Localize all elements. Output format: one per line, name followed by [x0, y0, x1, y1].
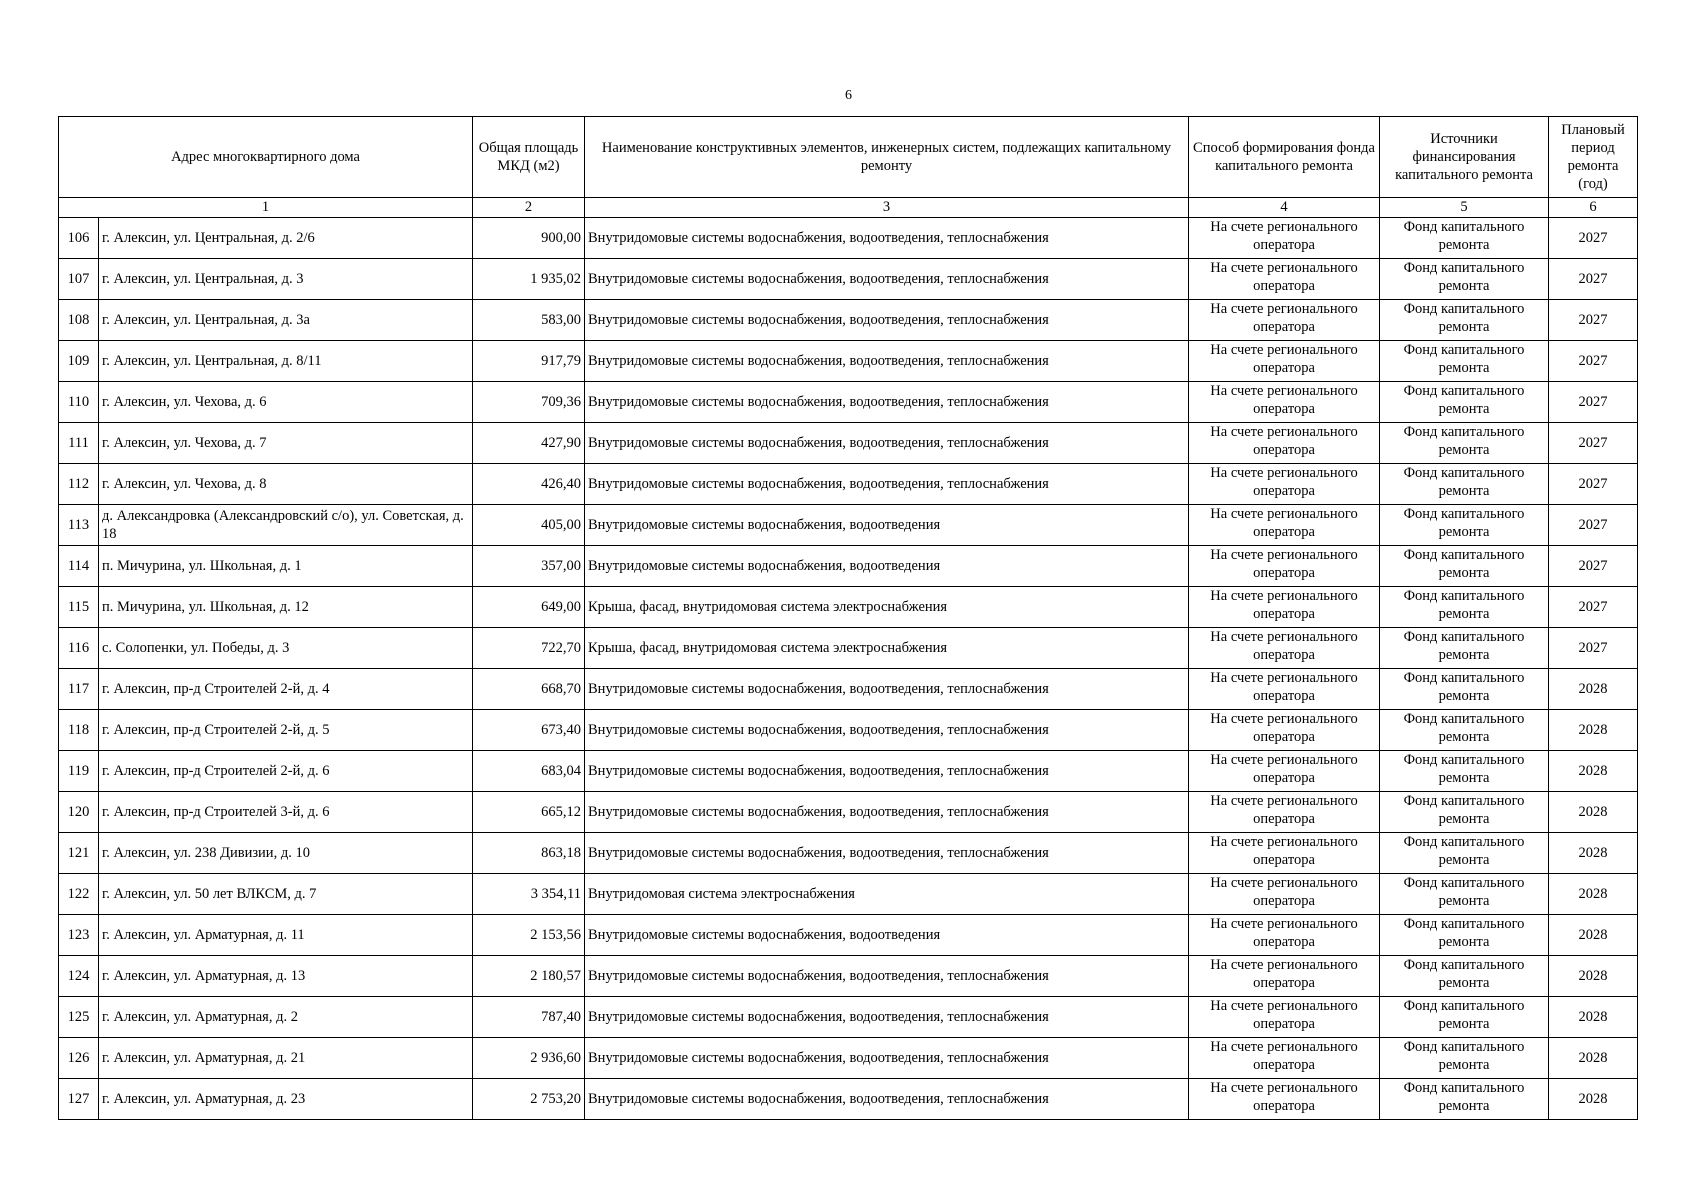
method-cell: На счете регионального оператора — [1189, 997, 1380, 1038]
elements-cell: Внутридомовые системы водоснабжения, водоотведения, теплоснабжения — [585, 997, 1189, 1038]
area-cell: 583,00 — [473, 300, 585, 341]
elements-cell: Внутридомовые системы водоснабжения, водоотведения, теплоснабжения — [585, 423, 1189, 464]
row-number-cell: 108 — [59, 300, 99, 341]
elements-cell: Внутридомовые системы водоснабжения, водоотведения, теплоснабжения — [585, 382, 1189, 423]
address-cell: д. Александровка (Александровский с/о), ул. Советская, д. 18 — [99, 505, 473, 546]
source-cell: Фонд капитального ремонта — [1380, 382, 1549, 423]
table-row — [59, 915, 1638, 956]
address-cell: г. Алексин, ул. Арматурная, д. 2 — [99, 997, 473, 1038]
row-number-cell: 112 — [59, 464, 99, 505]
area-cell: 3 354,11 — [473, 874, 585, 915]
row-number-cell: 119 — [59, 751, 99, 792]
address-cell: г. Алексин, ул. 238 Дивизии, д. 10 — [99, 833, 473, 874]
method-cell: На счете регионального оператора — [1189, 300, 1380, 341]
repair-plan-table — [58, 116, 1638, 1120]
year-cell: 2028 — [1549, 792, 1638, 833]
year-cell: 2027 — [1549, 382, 1638, 423]
table-header-row — [59, 117, 1638, 198]
source-cell: Фонд капитального ремонта — [1380, 915, 1549, 956]
source-cell: Фонд капитального ремонта — [1380, 341, 1549, 382]
year-cell: 2027 — [1549, 218, 1638, 259]
method-cell: На счете регионального оператора — [1189, 628, 1380, 669]
row-number-cell: 121 — [59, 833, 99, 874]
source-cell: Фонд капитального ремонта — [1380, 587, 1549, 628]
area-cell: 357,00 — [473, 546, 585, 587]
method-cell: На счете регионального оператора — [1189, 218, 1380, 259]
elements-cell: Внутридомовые системы водоснабжения, водоотведения, теплоснабжения — [585, 792, 1189, 833]
source-cell: Фонд капитального ремонта — [1380, 300, 1549, 341]
table-row — [59, 956, 1638, 997]
elements-cell: Внутридомовые системы водоснабжения, водоотведения, теплоснабжения — [585, 1079, 1189, 1120]
area-cell: 787,40 — [473, 997, 585, 1038]
method-cell: На счете регионального оператора — [1189, 833, 1380, 874]
area-cell: 2 753,20 — [473, 1079, 585, 1120]
year-cell: 2027 — [1549, 300, 1638, 341]
method-cell: На счете регионального оператора — [1189, 1038, 1380, 1079]
source-cell: Фонд капитального ремонта — [1380, 792, 1549, 833]
year-cell: 2027 — [1549, 546, 1638, 587]
address-cell: г. Алексин, ул. Чехова, д. 7 — [99, 423, 473, 464]
table-row — [59, 218, 1638, 259]
elements-cell: Крыша, фасад, внутридомовая система электроснабжения — [585, 587, 1189, 628]
area-cell: 863,18 — [473, 833, 585, 874]
row-number-cell: 110 — [59, 382, 99, 423]
year-cell: 2028 — [1549, 997, 1638, 1038]
header-elements: Наименование конструктивных элементов, инженерных систем, подлежащих капитальному ремонту — [585, 117, 1189, 198]
column-number: 1 — [59, 198, 473, 218]
row-number-cell: 123 — [59, 915, 99, 956]
table-row — [59, 341, 1638, 382]
method-cell: На счете регионального оператора — [1189, 546, 1380, 587]
address-cell: г. Алексин, пр-д Строителей 2-й, д. 4 — [99, 669, 473, 710]
row-number-cell: 120 — [59, 792, 99, 833]
source-cell: Фонд капитального ремонта — [1380, 1038, 1549, 1079]
address-cell: п. Мичурина, ул. Школьная, д. 12 — [99, 587, 473, 628]
row-number-cell: 126 — [59, 1038, 99, 1079]
row-number-cell: 111 — [59, 423, 99, 464]
method-cell: На счете регионального оператора — [1189, 382, 1380, 423]
area-cell: 665,12 — [473, 792, 585, 833]
row-number-cell: 107 — [59, 259, 99, 300]
header-method: Способ формирования фонда капитального ремонта — [1189, 117, 1380, 198]
method-cell: На счете регионального оператора — [1189, 956, 1380, 997]
header-period: Плановый период ремонта (год) — [1549, 117, 1638, 198]
area-cell: 2 153,56 — [473, 915, 585, 956]
area-cell: 2 936,60 — [473, 1038, 585, 1079]
elements-cell: Внутридомовые системы водоснабжения, водоотведения, теплоснабжения — [585, 259, 1189, 300]
year-cell: 2028 — [1549, 669, 1638, 710]
elements-cell: Крыша, фасад, внутридомовая система электроснабжения — [585, 628, 1189, 669]
area-cell: 426,40 — [473, 464, 585, 505]
source-cell: Фонд капитального ремонта — [1380, 1079, 1549, 1120]
address-cell: г. Алексин, ул. Арматурная, д. 23 — [99, 1079, 473, 1120]
address-cell: г. Алексин, ул. Чехова, д. 8 — [99, 464, 473, 505]
elements-cell: Внутридомовые системы водоснабжения, водоотведения — [585, 505, 1189, 546]
source-cell: Фонд капитального ремонта — [1380, 751, 1549, 792]
source-cell: Фонд капитального ремонта — [1380, 874, 1549, 915]
year-cell: 2027 — [1549, 259, 1638, 300]
row-number-cell: 127 — [59, 1079, 99, 1120]
table-row — [59, 505, 1638, 546]
address-cell: г. Алексин, пр-д Строителей 2-й, д. 5 — [99, 710, 473, 751]
address-cell: г. Алексин, ул. Арматурная, д. 13 — [99, 956, 473, 997]
source-cell: Фонд капитального ремонта — [1380, 259, 1549, 300]
column-number: 6 — [1549, 198, 1638, 218]
year-cell: 2028 — [1549, 1079, 1638, 1120]
year-cell: 2028 — [1549, 710, 1638, 751]
year-cell: 2027 — [1549, 505, 1638, 546]
table-body — [59, 218, 1638, 1120]
method-cell: На счете регионального оператора — [1189, 1079, 1380, 1120]
page-number: 6 — [845, 88, 852, 103]
elements-cell: Внутридомовые системы водоснабжения, водоотведения — [585, 546, 1189, 587]
elements-cell: Внутридомовые системы водоснабжения, водоотведения, теплоснабжения — [585, 956, 1189, 997]
address-cell: г. Алексин, пр-д Строителей 2-й, д. 6 — [99, 751, 473, 792]
column-number: 4 — [1189, 198, 1380, 218]
address-cell: г. Алексин, ул. 50 лет ВЛКСМ, д. 7 — [99, 874, 473, 915]
year-cell: 2028 — [1549, 956, 1638, 997]
source-cell: Фонд капитального ремонта — [1380, 423, 1549, 464]
elements-cell: Внутридомовая система электроснабжения — [585, 874, 1189, 915]
year-cell: 2027 — [1549, 628, 1638, 669]
elements-cell: Внутридомовые системы водоснабжения, водоотведения, теплоснабжения — [585, 341, 1189, 382]
method-cell: На счете регионального оператора — [1189, 874, 1380, 915]
method-cell: На счете регионального оператора — [1189, 751, 1380, 792]
address-cell: г. Алексин, ул. Арматурная, д. 11 — [99, 915, 473, 956]
elements-cell: Внутридомовые системы водоснабжения, водоотведения, теплоснабжения — [585, 751, 1189, 792]
table-row — [59, 833, 1638, 874]
column-number-row — [59, 198, 1638, 218]
source-cell: Фонд капитального ремонта — [1380, 546, 1549, 587]
address-cell: с. Солопенки, ул. Победы, д. 3 — [99, 628, 473, 669]
year-cell: 2028 — [1549, 833, 1638, 874]
table-row — [59, 382, 1638, 423]
header-source: Источники финансирования капитального ремонта — [1380, 117, 1549, 198]
column-number: 3 — [585, 198, 1189, 218]
area-cell: 709,36 — [473, 382, 585, 423]
source-cell: Фонд капитального ремонта — [1380, 464, 1549, 505]
column-number: 2 — [473, 198, 585, 218]
elements-cell: Внутридомовые системы водоснабжения, водоотведения, теплоснабжения — [585, 218, 1189, 259]
table-row — [59, 464, 1638, 505]
area-cell: 673,40 — [473, 710, 585, 751]
address-cell: г. Алексин, ул. Арматурная, д. 21 — [99, 1038, 473, 1079]
year-cell: 2028 — [1549, 1038, 1638, 1079]
address-cell: г. Алексин, ул. Чехова, д. 6 — [99, 382, 473, 423]
table-row — [59, 628, 1638, 669]
elements-cell: Внутридомовые системы водоснабжения, водоотведения, теплоснабжения — [585, 300, 1189, 341]
source-cell: Фонд капитального ремонта — [1380, 218, 1549, 259]
source-cell: Фонд капитального ремонта — [1380, 710, 1549, 751]
row-number-cell: 118 — [59, 710, 99, 751]
area-cell: 900,00 — [473, 218, 585, 259]
table-row — [59, 300, 1638, 341]
source-cell: Фонд капитального ремонта — [1380, 997, 1549, 1038]
table-row — [59, 669, 1638, 710]
elements-cell: Внутридомовые системы водоснабжения, водоотведения, теплоснабжения — [585, 669, 1189, 710]
area-cell: 722,70 — [473, 628, 585, 669]
address-cell: г. Алексин, ул. Центральная, д. 3 — [99, 259, 473, 300]
row-number-cell: 113 — [59, 505, 99, 546]
method-cell: На счете регионального оператора — [1189, 710, 1380, 751]
source-cell: Фонд капитального ремонта — [1380, 833, 1549, 874]
method-cell: На счете регионального оператора — [1189, 915, 1380, 956]
table-row — [59, 259, 1638, 300]
method-cell: На счете регионального оператора — [1189, 259, 1380, 300]
header-area: Общая площадь МКД (м2) — [473, 117, 585, 198]
source-cell: Фонд капитального ремонта — [1380, 956, 1549, 997]
table-row — [59, 792, 1638, 833]
method-cell: На счете регионального оператора — [1189, 792, 1380, 833]
row-number-cell: 114 — [59, 546, 99, 587]
year-cell: 2027 — [1549, 464, 1638, 505]
area-cell: 668,70 — [473, 669, 585, 710]
row-number-cell: 122 — [59, 874, 99, 915]
area-cell: 917,79 — [473, 341, 585, 382]
method-cell: На счете регионального оператора — [1189, 341, 1380, 382]
area-cell: 2 180,57 — [473, 956, 585, 997]
table-row — [59, 874, 1638, 915]
table-row — [59, 710, 1638, 751]
area-cell: 427,90 — [473, 423, 585, 464]
row-number-cell: 109 — [59, 341, 99, 382]
address-cell: г. Алексин, ул. Центральная, д. 2/6 — [99, 218, 473, 259]
address-cell: г. Алексин, пр-д Строителей 3-й, д. 6 — [99, 792, 473, 833]
column-number: 5 — [1380, 198, 1549, 218]
header-address: Адрес многоквартирного дома — [59, 117, 473, 198]
row-number-cell: 115 — [59, 587, 99, 628]
elements-cell: Внутридомовые системы водоснабжения, водоотведения, теплоснабжения — [585, 833, 1189, 874]
year-cell: 2027 — [1549, 341, 1638, 382]
year-cell: 2028 — [1549, 751, 1638, 792]
address-cell: п. Мичурина, ул. Школьная, д. 1 — [99, 546, 473, 587]
table-row — [59, 751, 1638, 792]
area-cell: 649,00 — [473, 587, 585, 628]
address-cell: г. Алексин, ул. Центральная, д. 8/11 — [99, 341, 473, 382]
row-number-cell: 116 — [59, 628, 99, 669]
elements-cell: Внутридомовые системы водоснабжения, водоотведения, теплоснабжения — [585, 710, 1189, 751]
table-row — [59, 997, 1638, 1038]
method-cell: На счете регионального оператора — [1189, 669, 1380, 710]
year-cell: 2027 — [1549, 587, 1638, 628]
year-cell: 2027 — [1549, 423, 1638, 464]
source-cell: Фонд капитального ремонта — [1380, 628, 1549, 669]
source-cell: Фонд капитального ремонта — [1380, 669, 1549, 710]
method-cell: На счете регионального оператора — [1189, 464, 1380, 505]
source-cell: Фонд капитального ремонта — [1380, 505, 1549, 546]
method-cell: На счете регионального оператора — [1189, 587, 1380, 628]
table-row — [59, 1079, 1638, 1120]
row-number-cell: 117 — [59, 669, 99, 710]
table-row — [59, 423, 1638, 464]
address-cell: г. Алексин, ул. Центральная, д. 3а — [99, 300, 473, 341]
row-number-cell: 124 — [59, 956, 99, 997]
table-row — [59, 587, 1638, 628]
elements-cell: Внутридомовые системы водоснабжения, водоотведения — [585, 915, 1189, 956]
method-cell: На счете регионального оператора — [1189, 505, 1380, 546]
elements-cell: Внутридомовые системы водоснабжения, водоотведения, теплоснабжения — [585, 1038, 1189, 1079]
year-cell: 2028 — [1549, 874, 1638, 915]
method-cell: На счете регионального оператора — [1189, 423, 1380, 464]
elements-cell: Внутридомовые системы водоснабжения, водоотведения, теплоснабжения — [585, 464, 1189, 505]
row-number-cell: 106 — [59, 218, 99, 259]
table-row — [59, 546, 1638, 587]
table-row — [59, 1038, 1638, 1079]
area-cell: 1 935,02 — [473, 259, 585, 300]
year-cell: 2028 — [1549, 915, 1638, 956]
area-cell: 405,00 — [473, 505, 585, 546]
row-number-cell: 125 — [59, 997, 99, 1038]
area-cell: 683,04 — [473, 751, 585, 792]
